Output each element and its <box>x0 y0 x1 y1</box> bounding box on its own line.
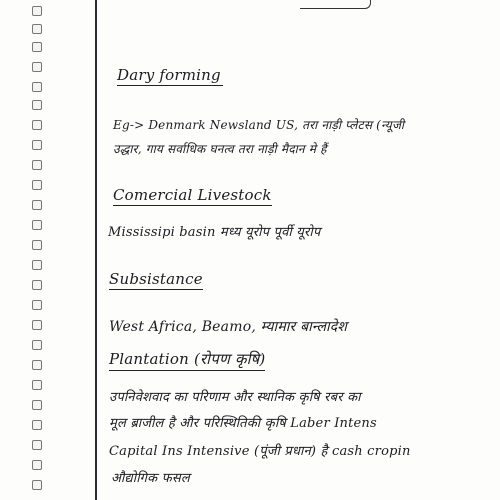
binding-hole <box>32 400 42 410</box>
binding-hole <box>32 340 42 350</box>
binding-hole <box>32 240 42 250</box>
subsistence-line-1: West Africa, Beamo, म्यामार बान्लादेश <box>109 319 348 335</box>
binding-hole <box>32 440 42 450</box>
binding-hole <box>32 480 42 490</box>
binding-hole <box>32 180 42 190</box>
binding-hole <box>32 42 42 52</box>
dairy-line-1: Eg-> Denmark Newsland US, तरा नाड़ी प्लेटस (न्यूजी <box>113 118 405 132</box>
plantation-line-1: उपनिवेशवाद का परिणाम और स्थानिक कृषि रबर का <box>109 390 361 405</box>
binding-hole <box>32 380 42 390</box>
binding-hole <box>32 420 42 430</box>
binding-hole <box>32 220 42 230</box>
dairy-line-2: उद्धार, गाय सर्वाधिक घनत्व तरा नाड़ी मैदान मे हैं <box>113 142 327 156</box>
binding-holes <box>30 0 44 500</box>
binding-hole <box>32 200 42 210</box>
plantation-line-4: औद्योगिक फसल <box>111 471 190 486</box>
livestock-heading: Comercial Livestock <box>113 186 272 204</box>
binding-hole <box>32 280 42 290</box>
binding-hole <box>32 24 42 34</box>
binding-hole <box>32 360 42 370</box>
plantation-heading: Plantation (रोपण कृषि) <box>109 349 265 371</box>
binding-hole <box>32 320 42 330</box>
binding-hole <box>32 82 42 92</box>
binding-hole <box>32 120 42 130</box>
livestock-line-1: Mississipi basin मध्य यूरोप पूर्वी यूरोप <box>108 225 321 240</box>
binding-hole <box>32 6 42 16</box>
binding-hole <box>32 140 42 150</box>
binding-hole <box>32 100 42 110</box>
binding-hole <box>32 460 42 470</box>
margin-line <box>95 0 97 500</box>
binding-hole <box>32 300 42 310</box>
binding-hole <box>32 260 42 270</box>
top-scribble <box>300 0 371 9</box>
dairy-heading: Dary forming <box>117 66 221 84</box>
subsistence-heading: Subsistance <box>109 270 203 288</box>
plantation-line-3: Capital Ins Intensive (पूंजी प्रधान) है cash cropin <box>109 444 411 459</box>
binding-hole <box>32 160 42 170</box>
plantation-line-2: मूल ब्राजील है और परिस्थितिकी कृषि Laber Intens <box>109 416 377 431</box>
dairy-heading-underline <box>117 66 223 86</box>
binding-hole <box>32 62 42 72</box>
